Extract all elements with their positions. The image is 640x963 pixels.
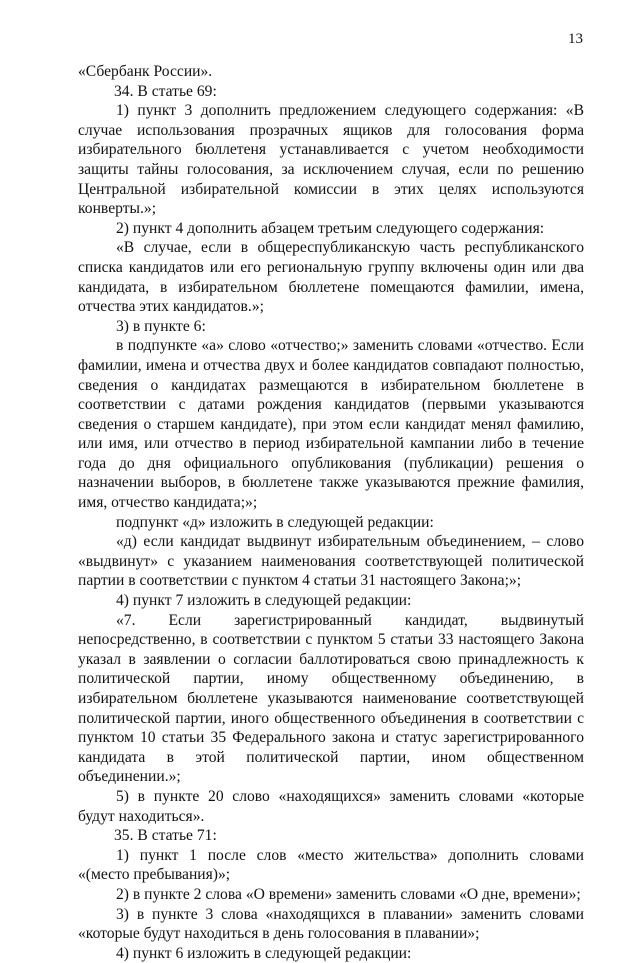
document-body xyxy=(78,62,584,963)
paragraph: 1) пункт 1 после слов «место жительства» дополнить словами «(место пребывания)»; xyxy=(78,846,584,884)
paragraph: «Сбербанк России». xyxy=(78,63,213,80)
paragraph: 2) пункт 4 дополнить абзацем третьим следующего содержания: xyxy=(116,219,545,237)
paragraph: в подпункте «а» слово «отчество;» заменить словами «отчество. Если фамилии, имена и отчества двух и более кандидатов совпадают полностью, сведения о кандидатах размещаются в избирательном бюллетене в соответствии с датами рождения кандидатов (первыми указываются сведения о старшем кандидате), при этом если кандидат менял фамилию, или имя, или отчество в период избирательной кампании либо в течение года до дня официального опубликования (публикации) решения о назначении выборов, в бюллетене также указываются прежние фамилия, имя, отчество кандидата;»; xyxy=(78,337,584,512)
paragraph: «д) если кандидат выдвинут избирательным объединением, – слово «выдвинут» с указанием наименования соответствующей политической партии в соответствии с пунктом 4 статьи 31 настоящего Закона;»; xyxy=(78,533,584,590)
paragraph: 35. В статье 71: xyxy=(114,827,217,845)
paragraph: 4) пункт 6 изложить в следующей редакции: xyxy=(116,944,412,962)
paragraph: 5) в пункте 20 слово «находящихся» заменить словами «которые будут находиться». xyxy=(78,787,584,825)
paragraph: 4) пункт 7 изложить в следующей редакции: xyxy=(116,592,412,610)
paragraph: 3) в пункте 3 слова «находящихся в плавании» заменить словами «которые будут находиться в день голосования в плавании»; xyxy=(78,905,584,943)
page-number: 13 xyxy=(568,31,583,47)
paragraph: 34. В статье 69: xyxy=(114,82,217,100)
paragraph: «7. Если зарегистрированный кандидат, выдвинутый непосредственно, в соответствии с пунктом 5 статьи 33 настоящего Закона указал в заявлении о согласии баллотироваться свою принадлежность к политической партии, иному общественному объединению, в избирательном бюллетене указываются наименование соответствующей политической партии, иного общественного объединения в соответствии с пунктом 10 статьи 35 Федерального закона и статус зарегистрированного кандидата в этой политической партии, ином общественном объединении.»; xyxy=(78,611,584,786)
paragraph: «В случае, если в общереспубликанскую часть республиканского списка кандидатов или его региональную группу включены один или два кандидата, в избирательном бюллетене помещаются фамилии, имена, отчества этих кандидатов.»; xyxy=(78,239,584,316)
paragraph: 3) в пункте 6: xyxy=(116,317,206,335)
paragraph: 1) пункт 3 дополнить предложением следующего содержания: «В случае использования прозрачных ящиков для голосования форма избирательного бюллетеня устанавливается с учетом необходимости защиты тайны голосования, за исключением случая, если по решению Центральной избирательной комиссии в этих целях используются конверты.»; xyxy=(78,102,584,218)
paragraph: 2) в пункте 2 слова «О времени» заменить словами «О дне, времени»; xyxy=(116,885,581,903)
paragraph: подпункт «д» изложить в следующей редакции: xyxy=(116,513,434,531)
